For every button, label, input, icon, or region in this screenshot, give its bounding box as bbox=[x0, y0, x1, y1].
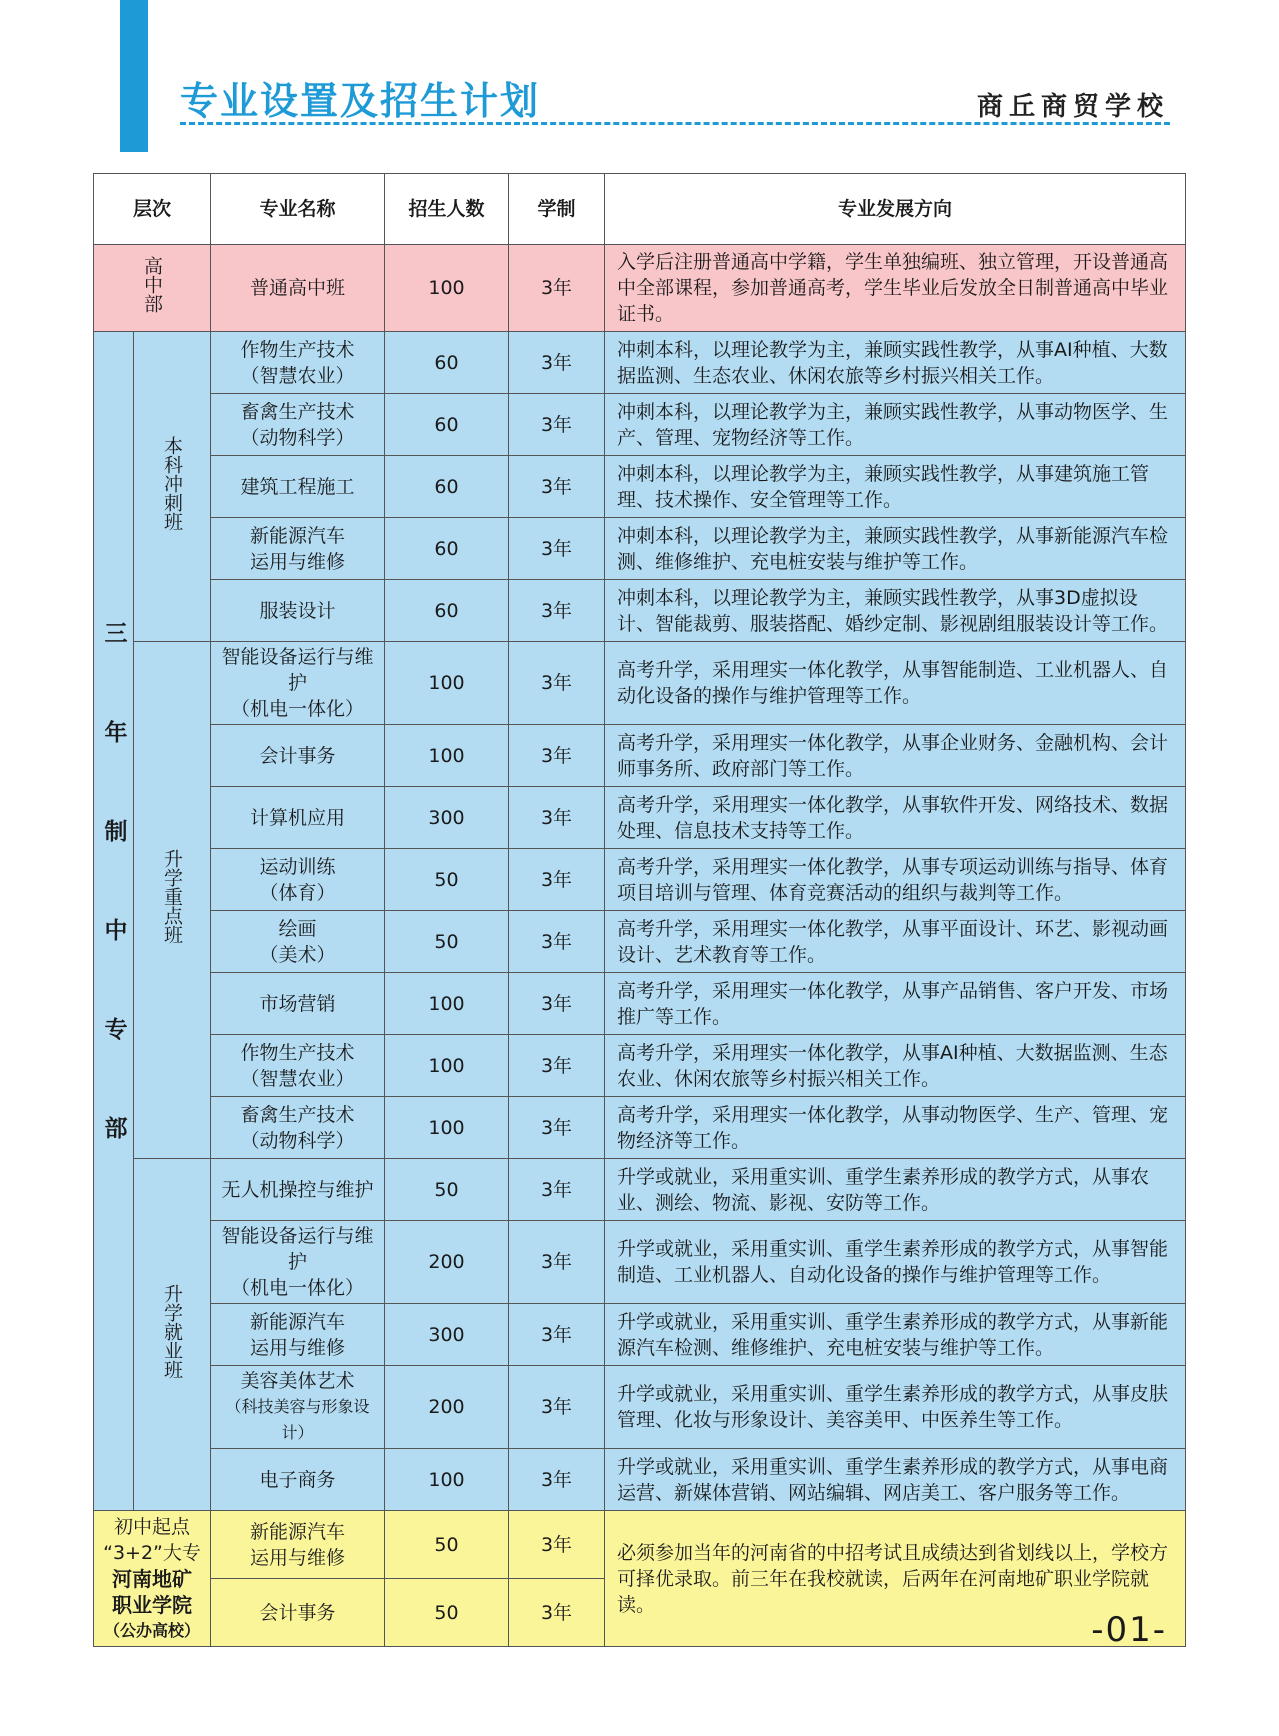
major-name: 新能源汽车 运用与维修 bbox=[211, 518, 385, 580]
group-name: 升学就业班 bbox=[134, 1159, 211, 1511]
direction-text: 入学后注册普通高中学籍，学生单独编班、独立管理，开设普通高中全部课程，参加普通高考，学生毕业后发放全日制普通高中毕业证书。 bbox=[605, 245, 1186, 332]
study-years: 3年 bbox=[509, 456, 605, 518]
major-name: 计算机应用 bbox=[211, 787, 385, 849]
major-name: 畜禽生产技术 （动物科学） bbox=[211, 394, 385, 456]
col-header-count: 招生人数 bbox=[385, 174, 509, 245]
enroll-count: 100 bbox=[385, 245, 509, 332]
direction-text: 升学或就业，采用重实训、重学生素养形成的教学方式，从事智能制造、工业机器人、自动化设备的操作与维护管理等工作。 bbox=[605, 1221, 1186, 1304]
direction-text: 高考升学，采用理实一体化教学，从事企业财务、金融机构、会计师事务所、政府部门等工作。 bbox=[605, 725, 1186, 787]
enrollment-table bbox=[93, 173, 1186, 1647]
major-name: 新能源汽车 运用与维修 bbox=[211, 1511, 385, 1579]
table-row bbox=[94, 1304, 1186, 1366]
page-number: -01- bbox=[1091, 1610, 1167, 1650]
direction-text: 冲刺本科，以理论教学为主，兼顾实践性教学，从事3D虚拟设计、智能裁剪、服装搭配、婚纱定制、影视剧组服装设计等工作。 bbox=[605, 580, 1186, 642]
direction-text: 高考升学，采用理实一体化教学，从事产品销售、客户开发、市场推广等工作。 bbox=[605, 973, 1186, 1035]
enroll-count: 50 bbox=[385, 1579, 509, 1647]
header-divider bbox=[180, 122, 1170, 125]
major-name: 作物生产技术 （智慧农业） bbox=[211, 332, 385, 394]
level-vocational: 三年制中专部 bbox=[94, 332, 134, 1511]
enroll-count: 100 bbox=[385, 1097, 509, 1159]
level-college: 初中起点 “3+2”大专 河南地矿 职业学院 （公办高校） bbox=[94, 1511, 211, 1647]
page-title: 专业设置及招生计划 bbox=[180, 79, 541, 123]
direction-text: 升学或就业，采用重实训、重学生素养形成的教学方式，从事农业、测绘、物流、影视、安防等工作。 bbox=[605, 1159, 1186, 1221]
table-row bbox=[94, 245, 1186, 332]
study-years: 3年 bbox=[509, 642, 605, 725]
direction-text: 升学或就业，采用重实训、重学生素养形成的教学方式，从事新能源汽车检测、维修维护、充电桩安装与维护等工作。 bbox=[605, 1304, 1186, 1366]
study-years: 3年 bbox=[509, 1579, 605, 1647]
major-name: 会计事务 bbox=[211, 725, 385, 787]
table-row bbox=[94, 1449, 1186, 1511]
study-years: 3年 bbox=[509, 911, 605, 973]
table-row bbox=[94, 1511, 1186, 1579]
table-header-row bbox=[94, 174, 1186, 245]
major-name: 建筑工程施工 bbox=[211, 456, 385, 518]
direction-text: 冲刺本科，以理论教学为主，兼顾实践性教学，从事动物医学、生产、管理、宠物经济等工作。 bbox=[605, 394, 1186, 456]
table-row bbox=[94, 580, 1186, 642]
group-name: 本科冲刺班 bbox=[134, 332, 211, 642]
table-row bbox=[94, 1221, 1186, 1304]
study-years: 3年 bbox=[509, 1035, 605, 1097]
table-row bbox=[94, 1035, 1186, 1097]
direction-text: 高考升学，采用理实一体化教学，从事专项运动训练与指导、体育项目培训与管理、体育竞赛活动的组织与裁判等工作。 bbox=[605, 849, 1186, 911]
enroll-count: 300 bbox=[385, 787, 509, 849]
col-header-years: 学制 bbox=[509, 174, 605, 245]
header-accent-bar bbox=[120, 0, 148, 152]
enroll-count: 100 bbox=[385, 725, 509, 787]
enroll-count: 60 bbox=[385, 456, 509, 518]
table-row bbox=[94, 394, 1186, 456]
study-years: 3年 bbox=[509, 725, 605, 787]
table-row bbox=[94, 1366, 1186, 1449]
major-name: 市场营销 bbox=[211, 973, 385, 1035]
direction-text: 冲刺本科，以理论教学为主，兼顾实践性教学，从事AI种植、大数据监测、生态农业、休闲农旅等乡村振兴相关工作。 bbox=[605, 332, 1186, 394]
study-years: 3年 bbox=[509, 1449, 605, 1511]
col-header-major: 专业名称 bbox=[211, 174, 385, 245]
major-name: 畜禽生产技术 （动物科学） bbox=[211, 1097, 385, 1159]
direction-text: 高考升学，采用理实一体化教学，从事智能制造、工业机器人、自动化设备的操作与维护管理等工作。 bbox=[605, 642, 1186, 725]
study-years: 3年 bbox=[509, 245, 605, 332]
study-years: 3年 bbox=[509, 580, 605, 642]
col-header-direction: 专业发展方向 bbox=[605, 174, 1186, 245]
enroll-count: 60 bbox=[385, 332, 509, 394]
table-row bbox=[94, 456, 1186, 518]
study-years: 3年 bbox=[509, 787, 605, 849]
major-name: 服装设计 bbox=[211, 580, 385, 642]
enroll-count: 60 bbox=[385, 518, 509, 580]
direction-text: 高考升学，采用理实一体化教学，从事软件开发、网络技术、数据处理、信息技术支持等工作。 bbox=[605, 787, 1186, 849]
enroll-count: 50 bbox=[385, 1159, 509, 1221]
direction-text: 升学或就业，采用重实训、重学生素养形成的教学方式，从事电商运营、新媒体营销、网站编辑、网店美工、客户服务等工作。 bbox=[605, 1449, 1186, 1511]
enroll-count: 100 bbox=[385, 1035, 509, 1097]
study-years: 3年 bbox=[509, 973, 605, 1035]
enroll-count: 50 bbox=[385, 911, 509, 973]
major-name: 新能源汽车 运用与维修 bbox=[211, 1304, 385, 1366]
major-name: 美容美体艺术 （科技美容与形象设计） bbox=[211, 1366, 385, 1449]
direction-text: 冲刺本科，以理论教学为主，兼顾实践性教学，从事建筑施工管理、技术操作、安全管理等工作。 bbox=[605, 456, 1186, 518]
direction-text: 升学或就业，采用重实训、重学生素养形成的教学方式，从事皮肤管理、化妆与形象设计、美容美甲、中医养生等工作。 bbox=[605, 1366, 1186, 1449]
table-row bbox=[94, 787, 1186, 849]
table-row bbox=[94, 332, 1186, 394]
enroll-count: 50 bbox=[385, 849, 509, 911]
direction-text: 高考升学，采用理实一体化教学，从事AI种植、大数据监测、生态农业、休闲农旅等乡村振兴相关工作。 bbox=[605, 1035, 1186, 1097]
enroll-count: 60 bbox=[385, 394, 509, 456]
enroll-count: 50 bbox=[385, 1511, 509, 1579]
major-name: 智能设备运行与维护 （机电一体化） bbox=[211, 642, 385, 725]
study-years: 3年 bbox=[509, 849, 605, 911]
enroll-count: 100 bbox=[385, 1449, 509, 1511]
enroll-count: 200 bbox=[385, 1366, 509, 1449]
study-years: 3年 bbox=[509, 1097, 605, 1159]
study-years: 3年 bbox=[509, 1221, 605, 1304]
major-name: 作物生产技术 （智慧农业） bbox=[211, 1035, 385, 1097]
major-name: 无人机操控与维护 bbox=[211, 1159, 385, 1221]
enroll-count: 60 bbox=[385, 580, 509, 642]
major-name: 会计事务 bbox=[211, 1579, 385, 1647]
col-header-level: 层次 bbox=[94, 174, 211, 245]
school-name: 商丘商贸学校 bbox=[976, 92, 1169, 122]
group-name: 升学重点班 bbox=[134, 642, 211, 1159]
table-row bbox=[94, 1097, 1186, 1159]
enroll-count: 100 bbox=[385, 973, 509, 1035]
major-name: 电子商务 bbox=[211, 1449, 385, 1511]
enroll-count: 200 bbox=[385, 1221, 509, 1304]
study-years: 3年 bbox=[509, 1159, 605, 1221]
major-name: 运动训练 （体育） bbox=[211, 849, 385, 911]
study-years: 3年 bbox=[509, 394, 605, 456]
table-row bbox=[94, 1159, 1186, 1221]
study-years: 3年 bbox=[509, 1366, 605, 1449]
study-years: 3年 bbox=[509, 1304, 605, 1366]
table-row bbox=[94, 725, 1186, 787]
study-years: 3年 bbox=[509, 332, 605, 394]
enroll-count: 300 bbox=[385, 1304, 509, 1366]
direction-text: 必须参加当年的河南省的中招考试且成绩达到省划线以上，学校方可择优录取。前三年在我校就读，后两年在河南地矿职业学院就读。 bbox=[605, 1511, 1186, 1647]
study-years: 3年 bbox=[509, 1511, 605, 1579]
table-row bbox=[94, 518, 1186, 580]
table-row bbox=[94, 642, 1186, 725]
major-name: 普通高中班 bbox=[211, 245, 385, 332]
major-name: 智能设备运行与维护 （机电一体化） bbox=[211, 1221, 385, 1304]
level-high-school: 高中部 bbox=[94, 245, 211, 332]
enroll-count: 100 bbox=[385, 642, 509, 725]
direction-text: 高考升学，采用理实一体化教学，从事平面设计、环艺、影视动画设计、艺术教育等工作。 bbox=[605, 911, 1186, 973]
major-name: 绘画 （美术） bbox=[211, 911, 385, 973]
direction-text: 高考升学，采用理实一体化教学，从事动物医学、生产、管理、宠物经济等工作。 bbox=[605, 1097, 1186, 1159]
direction-text: 冲刺本科，以理论教学为主，兼顾实践性教学，从事新能源汽车检测、维修维护、充电桩安装与维护等工作。 bbox=[605, 518, 1186, 580]
table-row bbox=[94, 849, 1186, 911]
table-row bbox=[94, 973, 1186, 1035]
table-row bbox=[94, 911, 1186, 973]
study-years: 3年 bbox=[509, 518, 605, 580]
